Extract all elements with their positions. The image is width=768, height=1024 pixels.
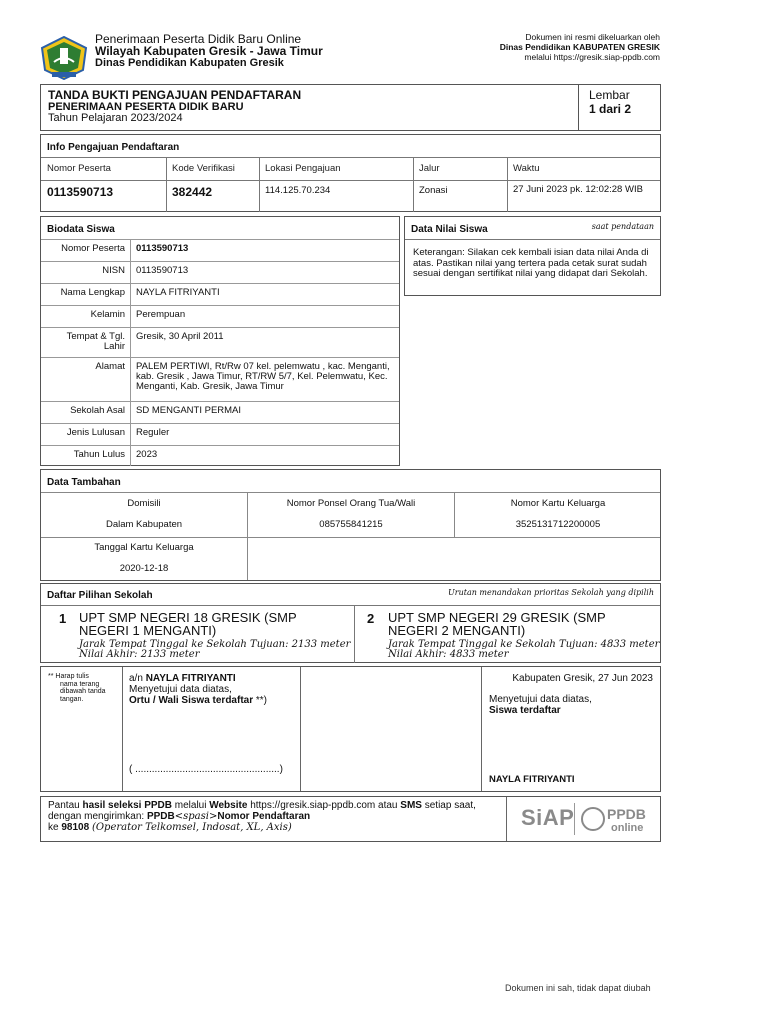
bio-row <box>41 327 399 357</box>
footer-box <box>40 796 661 842</box>
place-date: Kabupaten Gresik, 27 Jun 2023 <box>512 673 653 684</box>
ppdb-logo-online: online <box>611 822 644 834</box>
biodata-siswa <box>40 216 400 466</box>
ft-part: ke <box>48 822 59 833</box>
sign-note-line: ** Harap tulis <box>48 673 89 680</box>
label-jalur: Jalur <box>419 163 440 174</box>
guardian-signature-line: ( ....................................................) <box>129 764 283 775</box>
footer-text <box>48 800 508 833</box>
header-issuer <box>500 32 660 62</box>
label-kode-verifikasi: Kode Verifikasi <box>172 163 235 174</box>
sheet-label: Lembar <box>589 88 630 102</box>
an-name: NAYLA FITRIYANTI <box>145 673 236 684</box>
v-kk: 3525131712200005 <box>515 519 601 530</box>
value-waktu: 27 Juni 2023 pk. 12:02:28 WIB <box>513 184 643 195</box>
agree-text-2: Menyetujui data diatas, <box>489 694 592 705</box>
h-domisili: Domisili <box>127 498 161 509</box>
h-ponsel: Nomor Ponsel Orang Tua/Wali <box>286 498 416 509</box>
label-waktu: Waktu <box>513 163 540 174</box>
info-heading: Info Pengajuan Pendaftaran <box>47 142 180 153</box>
ft-part: melalui <box>174 800 207 811</box>
agree-text: Menyetujui data diatas, <box>129 684 232 695</box>
guardian-block <box>129 673 267 706</box>
bio-key: Jenis Lulusan <box>66 427 125 438</box>
bio-value: 2023 <box>136 449 158 460</box>
bio-value: SD MENGANTI PERMAI <box>136 405 242 416</box>
header-line1: Penerimaan Peserta Didik Baru Online <box>95 32 302 46</box>
ft-part: SMS <box>400 800 422 811</box>
bio-key: Sekolah Asal <box>70 405 125 416</box>
issuer-line2: Dinas Pendidikan KABUPATEN GRESIK <box>499 42 660 52</box>
ft-part: Nomor Pendaftaran <box>217 811 311 822</box>
v-tgl-kk: 2020-12-18 <box>119 563 169 574</box>
ft-part: 98108 <box>61 822 90 833</box>
ft-part: (Operator Telkomsel, Indosat, XL, Axis) <box>91 822 292 833</box>
nilai-heading: Data Nilai Siswa <box>411 224 488 235</box>
bio-row <box>41 239 399 261</box>
bio-value: NAYLA FITRIYANTI <box>136 287 220 298</box>
value-kode-verifikasi: 382442 <box>172 185 213 199</box>
header-line2: Wilayah Kabupaten Gresik - Jawa Timur <box>95 44 323 58</box>
ft-part: setiap saat, <box>424 800 476 811</box>
bio-key: Nomor Peserta <box>61 243 125 254</box>
data-nilai-siswa <box>404 216 661 296</box>
choice-school-name: UPT SMP NEGERI 29 GRESIK (SMP NEGERI 2 MENGANTI) <box>388 610 606 638</box>
bio-row <box>41 261 399 283</box>
student-signature-name: NAYLA FITRIYANTI <box>489 774 575 785</box>
bio-key: NISN <box>102 265 125 276</box>
nilai-keterangan: Keterangan: Silakan cek kembali isian data nilai Anda di atas. Pastikan nilai yang tertera pada cetak surat sudah sesuai dengan sertifikat nilai yang didapat dari Sekolah. <box>413 247 649 279</box>
choice-number: 1 <box>59 611 67 626</box>
bio-value: Perempuan <box>136 309 186 320</box>
sign-note-line: tangan. <box>60 695 84 703</box>
bio-key: Alamat <box>95 361 125 372</box>
signature-section <box>40 666 661 792</box>
h-kk: Nomor Kartu Keluarga <box>510 498 606 509</box>
choice-score: Nilai Akhir: 4833 meter <box>388 649 509 660</box>
doc-title: TANDA BUKTI PENGAJUAN PENDAFTARAN <box>48 88 302 102</box>
v-domisili: Dalam Kabupaten <box>105 519 183 530</box>
ft-part: https://gresik.siap-ppdb.com atau <box>250 800 398 811</box>
school-year: Tahun Pelajaran 2023/2024 <box>48 112 183 124</box>
label-nomor-peserta: Nomor Peserta <box>47 163 111 174</box>
value-nomor-peserta: 0113590713 <box>47 185 114 199</box>
bio-key: Kelamin <box>90 309 125 320</box>
sign-note-line: nama terang <box>60 680 100 688</box>
bio-value: Reguler <box>136 427 170 438</box>
ft-part: hasil seleksi PPDB <box>82 800 172 811</box>
bio-row <box>41 357 399 401</box>
label-lokasi: Lokasi Pengajuan <box>265 163 341 174</box>
doc-subtitle: PENERIMAAN PESERTA DIDIK BARU <box>48 101 244 113</box>
value-lokasi: 114.125.70.234 <box>265 185 331 196</box>
ortu-suffix: **) <box>255 695 268 706</box>
ortu-label: Ortu / Wali Siswa terdaftar <box>129 695 254 706</box>
bio-value: 0113590713 <box>136 265 189 276</box>
bio-row <box>41 305 399 327</box>
biodata-heading: Biodata Siswa <box>47 224 115 235</box>
issuer-line3: melalui https://gresik.siap-ppdb.com <box>524 52 660 62</box>
title-box <box>40 84 661 131</box>
daftar-pilihan-sekolah <box>40 583 661 663</box>
pilihan-note: Urutan menandakan prioritas Sekolah yang dipilih <box>448 588 654 597</box>
ft-part: Pantau <box>48 800 80 811</box>
info-pengajuan <box>40 134 661 212</box>
h-tgl-kk: Tanggal Kartu Keluarga <box>94 542 194 553</box>
bio-row <box>41 445 399 466</box>
ft-part: Website <box>209 800 248 811</box>
v-ponsel: 085755841215 <box>319 519 383 530</box>
ppdb-online-logo <box>581 804 659 834</box>
bio-value: 0113590713 <box>136 243 189 254</box>
bio-row <box>41 423 399 445</box>
sign-note-line: dibawah tanda <box>60 688 106 695</box>
tambahan-heading: Data Tambahan <box>47 477 121 488</box>
bio-key: Tahun Lulus <box>73 449 125 460</box>
an-prefix: a/n <box>129 673 143 684</box>
sheet-number: 1 dari 2 <box>589 102 632 116</box>
issuer-line1: Dokumen ini resmi dikeluarkan oleh <box>525 32 660 42</box>
bio-row <box>41 283 399 305</box>
choice-distance: Jarak Tempat Tinggal ke Sekolah Tujuan: 4833 meter <box>388 639 660 650</box>
student-block <box>489 694 592 716</box>
pilihan-heading: Daftar Pilihan Sekolah <box>47 590 153 601</box>
choice-number: 2 <box>367 611 375 626</box>
sign-note <box>48 673 118 703</box>
bio-value: Gresik, 30 April 2011 <box>136 331 224 342</box>
choice-school-name: UPT SMP NEGERI 18 GRESIK (SMP NEGERI 1 MENGANTI) <box>79 610 297 638</box>
siap-logo: SiAP <box>521 805 575 830</box>
gresik-emblem-logo <box>40 36 88 80</box>
ft-part: dengan mengirimkan: <box>48 811 145 822</box>
bio-key: Nama Lengkap <box>60 287 125 298</box>
ft-part: PPDB <box>146 811 175 822</box>
ft-part: <spasi> <box>174 811 218 822</box>
choice-score: Nilai Akhir: 2133 meter <box>79 649 200 660</box>
bio-key: Tempat & Tgl. Lahir <box>66 331 125 352</box>
ppdb-logo-text: PPDB <box>607 806 646 822</box>
header-line3: Dinas Pendidikan Kabupaten Gresik <box>95 57 284 69</box>
bio-row <box>41 401 399 423</box>
nilai-subnote: saat pendataan <box>591 222 654 231</box>
value-jalur: Zonasi <box>419 185 448 196</box>
data-tambahan <box>40 469 661 581</box>
cut-off-text: Dokumen ini sah, tidak dapat diubah <box>505 983 651 993</box>
bio-value: PALEM PERTIWI, Rt/Rw 07 kel. pelemwatu , kac. Menganti, kab. Gresik , Jawa Timur, RT/RW 5/7, Kel. Pelemwatu, Kec. Menganti, Kab. Gresik, Jawa Timur <box>136 361 390 392</box>
choice-distance: Jarak Tempat Tinggal ke Sekolah Tujuan: 2133 meter <box>79 639 351 650</box>
siswa-label: Siswa terdaftar <box>489 705 561 716</box>
